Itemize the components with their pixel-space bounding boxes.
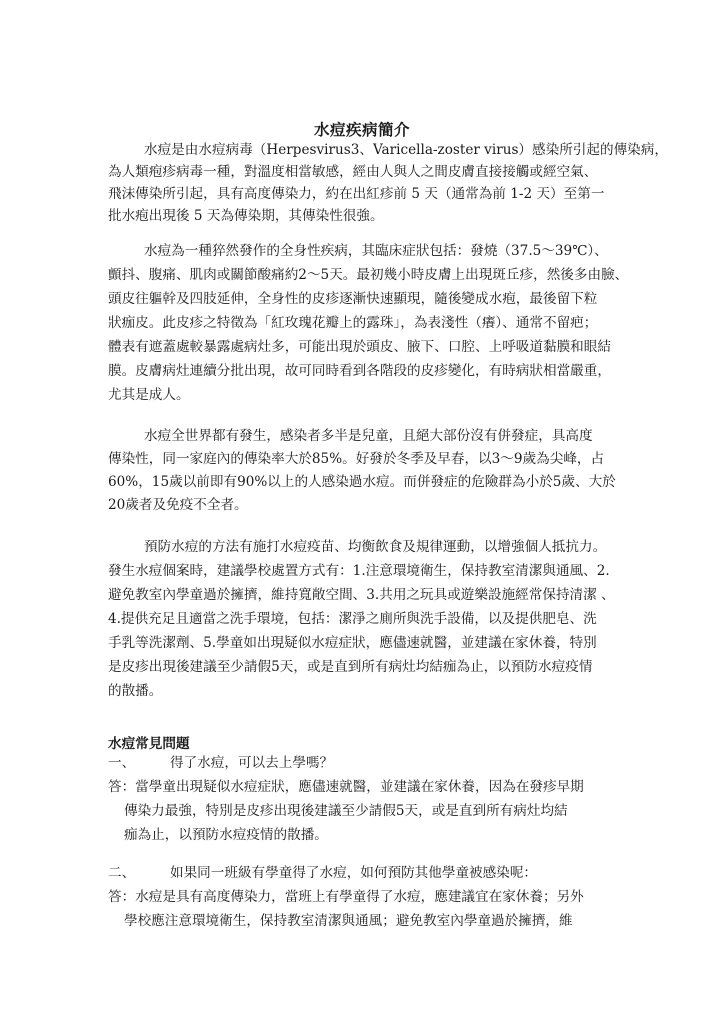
paragraph-line: 預防水痘的方法有施打水痘疫苗、均衡飲食及規律運動，以增強個人抵抗力。 bbox=[144, 539, 607, 555]
paragraph-line: 傳染性，同一家庭內的傳染率大於85%。好發於冬季及早春，以3～9歲為尖峰，占 bbox=[108, 451, 605, 467]
faq-number: 二、 bbox=[108, 865, 136, 881]
paragraph-line: 60%，15歲以前即有90%以上的人感染過水痘。而併發症的危險群為小於5歲、大於 bbox=[108, 474, 616, 490]
paragraph-line: 狀痂皮。此皮疹之特徵為「紅玫瑰花瓣上的露珠」，為表淺性（癢）、通常不留疤； bbox=[108, 315, 598, 331]
faq-heading: 水痘常見問題 bbox=[108, 736, 190, 752]
faq-question: 得了水痘，可以去上學嗎？ bbox=[170, 755, 334, 771]
faq-answer-line: 答：水痘是具有高度傳染力，當班上有學童得了水痘，應建議宜在家休養；另外 bbox=[108, 889, 584, 905]
paragraph-line: 20歲者及免疫不全者。 bbox=[108, 497, 248, 513]
paragraph-line: 批水疱出現後 5 天為傳染期，其傳染性很強。 bbox=[108, 208, 384, 224]
faq-answer-line: 傳染力最強，特別是皮疹出現後建議至少請假5天，或是直到所有病灶均結 bbox=[124, 803, 568, 819]
faq-number: 一、 bbox=[108, 755, 136, 771]
paragraph-line: 發生水痘個案時，建議學校處置方式有：1.注意環境衛生，保持教室清潔與通風、2. bbox=[108, 563, 610, 579]
paragraph-line: 頭皮往軀幹及四肢延伸，全身性的皮疹逐漸快速顯現，隨後變成水疱，最後留下粒 bbox=[108, 291, 598, 307]
paragraph-line: 水痘是由水痘病毒（Herpesvirus3、Varicella-zoster virus）感染所引起的傳染病， bbox=[144, 142, 668, 158]
paragraph-line: 尤其是成人。 bbox=[108, 387, 190, 403]
paragraph-line: 飛沫傳染所引起，具有高度傳染力，約在出紅疹前 5 天（通常為前 1-2 天）至第一 bbox=[108, 186, 605, 202]
paragraph-line: 膜。皮膚病灶連續分批出現，故可同時看到各階段的皮疹變化，有時病狀相當嚴重， bbox=[108, 363, 611, 379]
paragraph-line: 是皮疹出現後建議至少請假5天，或是直到所有病灶均結痂為止，以預防水痘疫情 bbox=[108, 659, 593, 675]
paragraph-line: 避免教室內學童過於擁擠，維持寬敞空間、3.共用之玩具或遊樂設施經常保持清潔 、 bbox=[108, 587, 615, 603]
faq-answer-line: 答：當學童出現疑似水痘症狀，應儘速就醫，並建議在家休養，因為在發疹早期 bbox=[108, 779, 584, 795]
paragraph-line: 水痘全世界都有發生，感染者多半是兒童，且絕大部份沒有併發症，具高度 bbox=[144, 428, 593, 444]
faq-answer-line: 痂為止，以預防水痘疫情的散播。 bbox=[124, 827, 328, 843]
paragraph-line: 顫抖、腹痛、肌肉或關節酸痛約2～5天。最初幾小時皮膚上出現斑丘疹，然後多由臉、 bbox=[108, 267, 629, 283]
faq-answer-line: 學校應注意環境衛生，保持教室清潔與通風；避免教室內學童過於擁擠，維 bbox=[124, 913, 573, 929]
page-title: 水痘疾病簡介 bbox=[313, 120, 410, 139]
paragraph-line: 4.提供充足且適當之洗手環境，包括：潔淨之廁所與洗手設備，以及提供肥皂、洗 bbox=[108, 611, 597, 627]
paragraph-line: 手乳等洗潔劑、5.學童如出現疑似水痘症狀，應儘速就醫，並建議在家休養，特別 bbox=[108, 635, 597, 651]
paragraph-line: 為人類疱疹病毒一種，對溫度相當敏感，經由人與人之間皮膚直接接觸或經空氣、 bbox=[108, 164, 598, 180]
paragraph-line: 的散播。 bbox=[108, 683, 163, 699]
faq-question: 如果同一班級有學童得了水痘，如何預防其他學童被感染呢： bbox=[170, 865, 538, 881]
paragraph-line: 水痘為一種猝然發作的全身性疾病，其臨床症狀包括：發燒（37.5～39℃）、 bbox=[144, 243, 608, 259]
paragraph-line: 體表有遮蓋處較暴露處病灶多，可能出現於頭皮、腋下、口腔、上呼吸道黏膜和眼結 bbox=[108, 339, 611, 355]
